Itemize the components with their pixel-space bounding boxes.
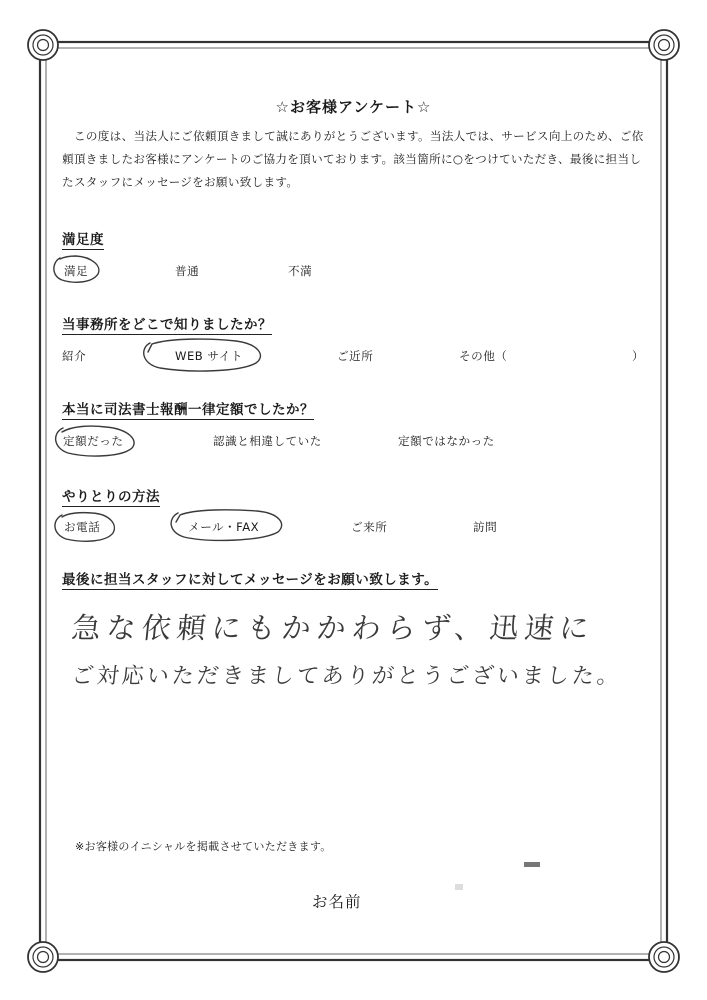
q4-option-phone[interactable]: お電話 — [64, 520, 101, 534]
q2-option-website[interactable]: WEB サイト — [175, 349, 243, 363]
q3-option-fixed[interactable]: 定額だった — [63, 434, 124, 448]
q1-option-normal[interactable]: 普通 — [175, 264, 200, 278]
q3-option-not-fixed[interactable]: 定額ではなかった — [398, 434, 495, 448]
handwritten-message-line-2: ご対応いただきましてありがとうございました。 — [70, 664, 624, 689]
initials-note: ※お客様のイニシャルを掲載させていただきます。 — [75, 840, 332, 853]
q3-option-different[interactable]: 認識と相違していた — [213, 434, 322, 448]
q3-heading: 本当に司法書士報酬一律定額でしたか？ — [62, 398, 314, 420]
q1-option-satisfied[interactable]: 満足 — [64, 264, 89, 278]
q4-option-home-visit[interactable]: 訪問 — [473, 520, 498, 534]
q1-option-dissatisfied[interactable]: 不満 — [288, 264, 313, 278]
corner-ornament-top-left — [28, 30, 58, 60]
corner-ornament-bottom-right — [649, 942, 679, 972]
q1-heading: 満足度 — [62, 228, 104, 250]
q2-heading: 当事務所をどこで知りましたか？ — [62, 313, 272, 335]
name-label: お名前 — [312, 893, 362, 911]
corner-ornament-top-right — [649, 30, 679, 60]
handwritten-message-line-1: 急な依頼にもかかわらず、迅速に — [70, 611, 597, 645]
q2-other-closing-paren: ） — [632, 349, 644, 363]
q4-option-mail-fax[interactable]: メール・FAX — [188, 520, 260, 534]
scan-smudge — [455, 884, 463, 890]
q2-option-other[interactable]: その他（ — [459, 349, 508, 363]
form-title: ☆お客様アンケート☆ — [275, 98, 432, 116]
message-heading: 最後に担当スタッフに対してメッセージをお願い致します。 — [62, 568, 438, 590]
q4-option-visit-office[interactable]: ご来所 — [351, 520, 388, 534]
q2-option-neighborhood[interactable]: ご近所 — [337, 349, 374, 363]
scan-mark — [524, 862, 540, 867]
q4-heading: やりとりの方法 — [62, 485, 160, 507]
q2-option-referral[interactable]: 紹介 — [62, 349, 87, 363]
corner-ornament-bottom-left — [28, 942, 58, 972]
intro-paragraph: この度は、当法人にご依頼頂きまして誠にありがとうございます。当法人では、サービス向上のため、ご依頼頂きましたお客様にアンケートのご協力を頂いております。該当箇所に○をつけていただき、最後に担当したスタッフにメッセージをお願い致します。 — [62, 129, 644, 189]
